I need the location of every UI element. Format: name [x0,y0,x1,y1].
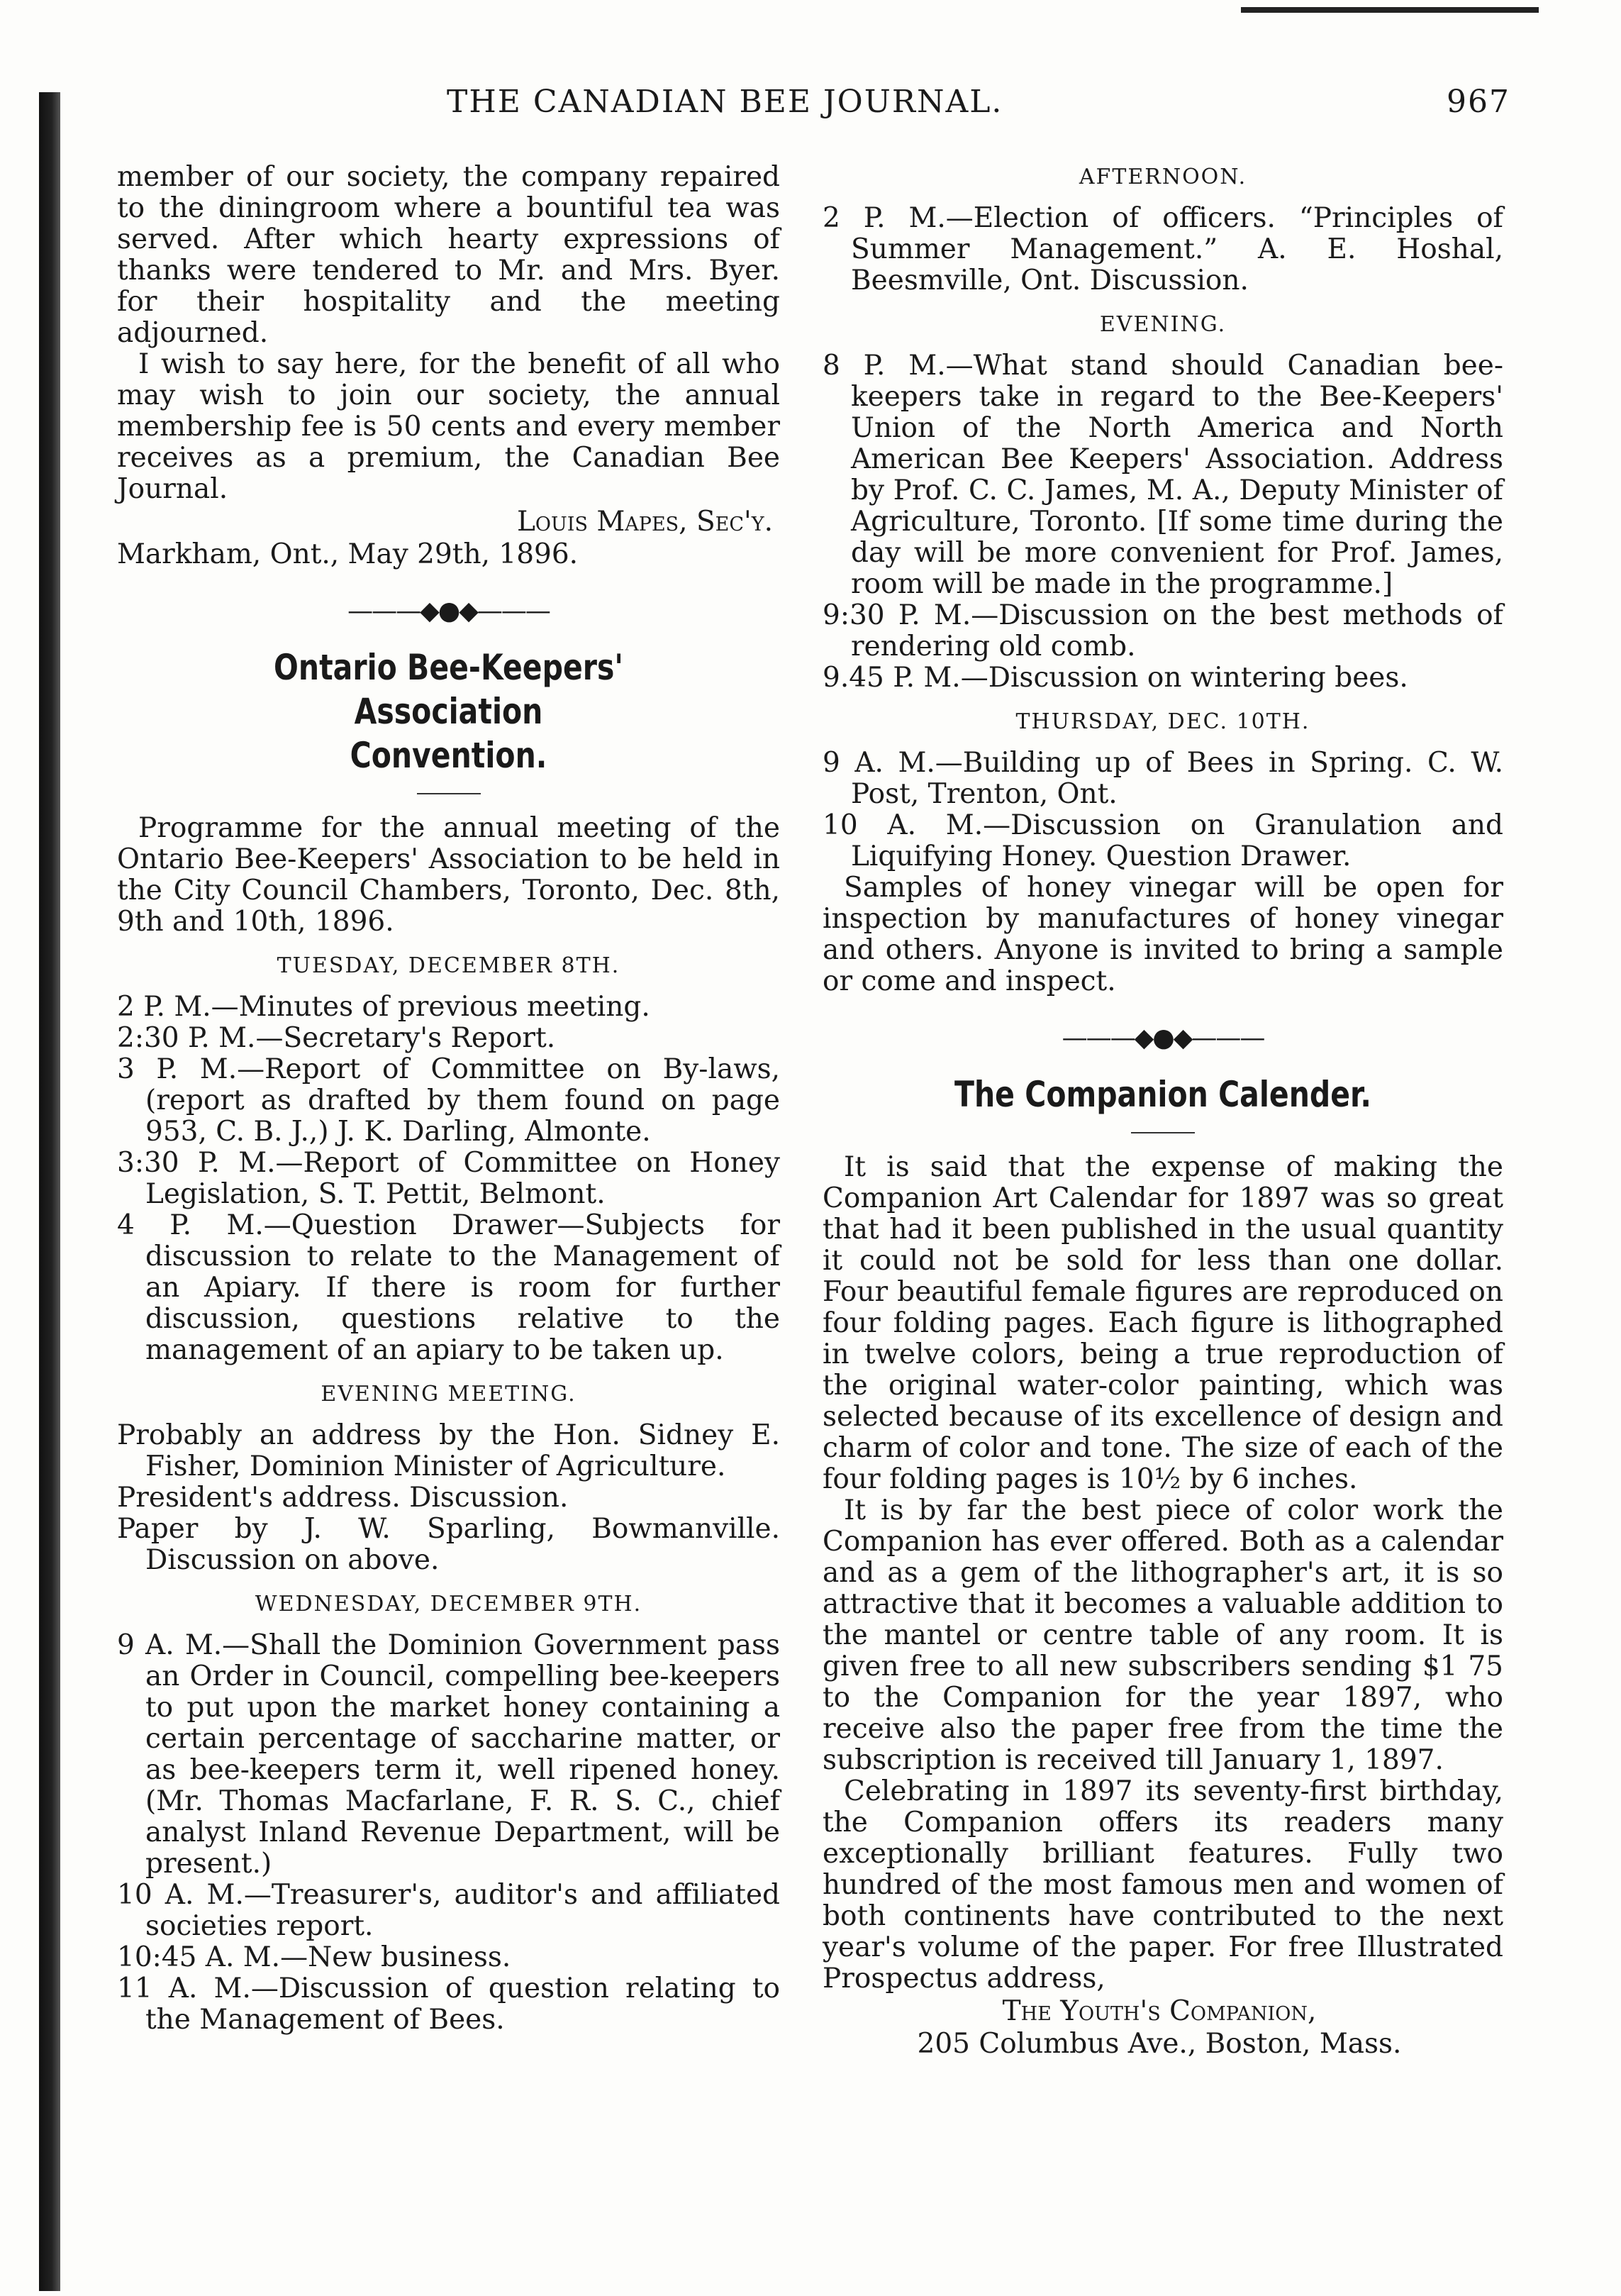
programme-item: 10 A. M.—Discussion on Granulation and Liquifying Honey. Question Drawer. [823,809,1503,872]
programme-item: 2 P. M.—Election of officers. “Principles of Summer Management.” A. E. Hoshal, Beesmville, Ont. Discussion. [823,202,1503,296]
title-rule [1131,1132,1195,1133]
programme-intro: Programme for the annual meeting of the Ontario Bee-Keepers' Association to be held in the City Council Chambers, Toronto, Dec. 8th, 9th and 10th, 1896. [117,812,780,938]
article-title-line-2: Convention. [350,735,547,776]
programme-item: 10:45 A. M.—New business. [117,1941,511,1973]
intro-paragraph: member of our society, the company repaired to the diningroom where a bountiful tea was served. After which hearty expressions of thanks were tendered to Mr. and Mrs. Byer. for their hospitality and the meeting adjourned. [117,161,780,349]
article2-paragraph: It is said that the expense of making the Companion Art Calendar for 1897 was so great that had it been published in the usual quantity it could not be sold for less than one dollar. Four beautiful female figures are reproduced on four folding pages. Each figure is lithographed in twelve colors, being a true reproduction of the original water-color painting, which was selected because of its excellence of design and charm of color and tone. The size of each of the four folding pages is 10½ by 6 inches. [823,1151,1503,1495]
article-title-line-1: Ontario Bee-Keepers' Association [274,647,623,732]
article2-address: 205 Columbus Ave., Boston, Mass. [917,2028,1402,2060]
programme-item: 2:30 P. M.—Secretary's Report. [117,1022,556,1054]
article2-title: The Companion Calender. [954,1074,1372,1115]
top-rule [1241,7,1539,13]
section-ornament: ———◆●◆——— [1062,1024,1264,1053]
samples-note: Samples of honey vinegar will be open for inspection by manufactures of honey vinegar and others. Anyone is invited to bring a sample or come and inspect. [823,872,1503,997]
programme-item: 4 P. M.—Question Drawer—Subjects for discussion to relate to the Management of an Apiary. If there is room for further discussion, questions relative to the management of an apiary to be taken up. [117,1209,780,1366]
programme-item: 3 P. M.—Report of Committee on By-laws, (report as drafted by them found on page 953, C. B. J.,) J. K. Darling, Almonte. [117,1053,780,1148]
tuesday-heading: TUESDAY, DECEMBER 8TH. [277,953,620,978]
article2-paragraph: Celebrating in 1897 its seventy-first birthday, the Companion offers its readers many exceptionally brilliant features. Fully two hundred of the most famous men and women of both continents have contributed to the next year's volume of the paper. For free Illustrated Prospectus address, [823,1775,1503,1995]
wednesday-heading: WEDNESDAY, DECEMBER 9TH. [255,1592,642,1616]
section-ornament: ———◆●◆——— [347,597,550,626]
article2-paragraph: It is by far the best piece of color work the Companion has ever offered. Both as a calendar and as a gem of the lithographer's art, it is so attractive that it becomes a valuable addition to the mantel or centre table of any room. It is given free to all new subscribers sending $1 75 to the Companion for the year 1897, who receive also the paper free from the time the subscription is received till January 1, 1897. [823,1494,1503,1776]
programme-item: President's address. Discussion. [117,1482,569,1514]
left-column [117,162,780,2036]
thursday-heading: THURSDAY, DEC. 10TH. [1015,709,1310,734]
afternoon-heading: AFTERNOON. [1079,165,1247,189]
evening-meeting-heading: EVENING MEETING. [321,1382,576,1407]
programme-item: 9.45 P. M.—Discussion on wintering bees. [823,662,1408,694]
membership-note: I wish to say here, for the benefit of all who may wish to join our society, the annual membership fee is 50 cents and every member receives as a premium, the Canadian Bee Journal. [117,348,780,505]
programme-item: Paper by J. W. Sparling, Bowmanville. Discussion on above. [117,1513,780,1576]
programme-item: Probably an address by the Hon. Sidney E. Fisher, Dominion Minister of Agriculture. [117,1419,780,1482]
dateline: Markham, Ont., May 29th, 1896. [117,538,579,570]
programme-item: 8 P. M.—What stand should Canadian bee-keepers take in regard to the Bee-Keepers' Union of the North America and North American Bee Keepers' Association. Address by Prof. C. C. James, M. A., Deputy Minister of Agriculture, Toronto. [If some time during the day will be more convenient for Prof. James, room will be made in the programme.] [823,350,1503,600]
evening-heading: EVENING. [1099,312,1227,337]
journal-title: THE CANADIAN BEE JOURNAL. [447,84,1003,120]
programme-item: 9:30 P. M.—Discussion on the best methods of rendering old comb. [823,599,1503,662]
programme-item: 9 A. M.—Shall the Dominion Government pass an Order in Council, compelling bee-keepers to put upon the market honey containing a certain percentage of saccharine matter, or as bee-keepers term it, well ripened honey. (Mr. Thomas Macfarlane, F. R. S. C., chief analyst Inland Revenue Department, will be present.) [117,1629,780,1880]
page-number: 967 [1447,84,1510,120]
running-header [447,84,1510,126]
programme-item: 9 A. M.—Building up of Bees in Spring. C. W. Post, Trenton, Ont. [823,747,1503,810]
binding-edge [39,92,60,2291]
programme-item: 2 P. M.—Minutes of previous meeting. [117,991,650,1023]
signature: Louis Mapes, Sec'y. [517,506,773,538]
programme-item: 3:30 P. M.—Report of Committee on Honey Legislation, S. T. Pettit, Belmont. [117,1147,780,1210]
title-rule [417,793,481,794]
programme-item: 11 A. M.—Discussion of question relating to the Management of Bees. [117,1973,780,2036]
programme-item: 10 A. M.—Treasurer's, auditor's and affiliated societies report. [117,1879,780,1942]
right-column [823,162,1503,2060]
article2-signature: The Youth's Companion, [1002,1995,1317,2027]
